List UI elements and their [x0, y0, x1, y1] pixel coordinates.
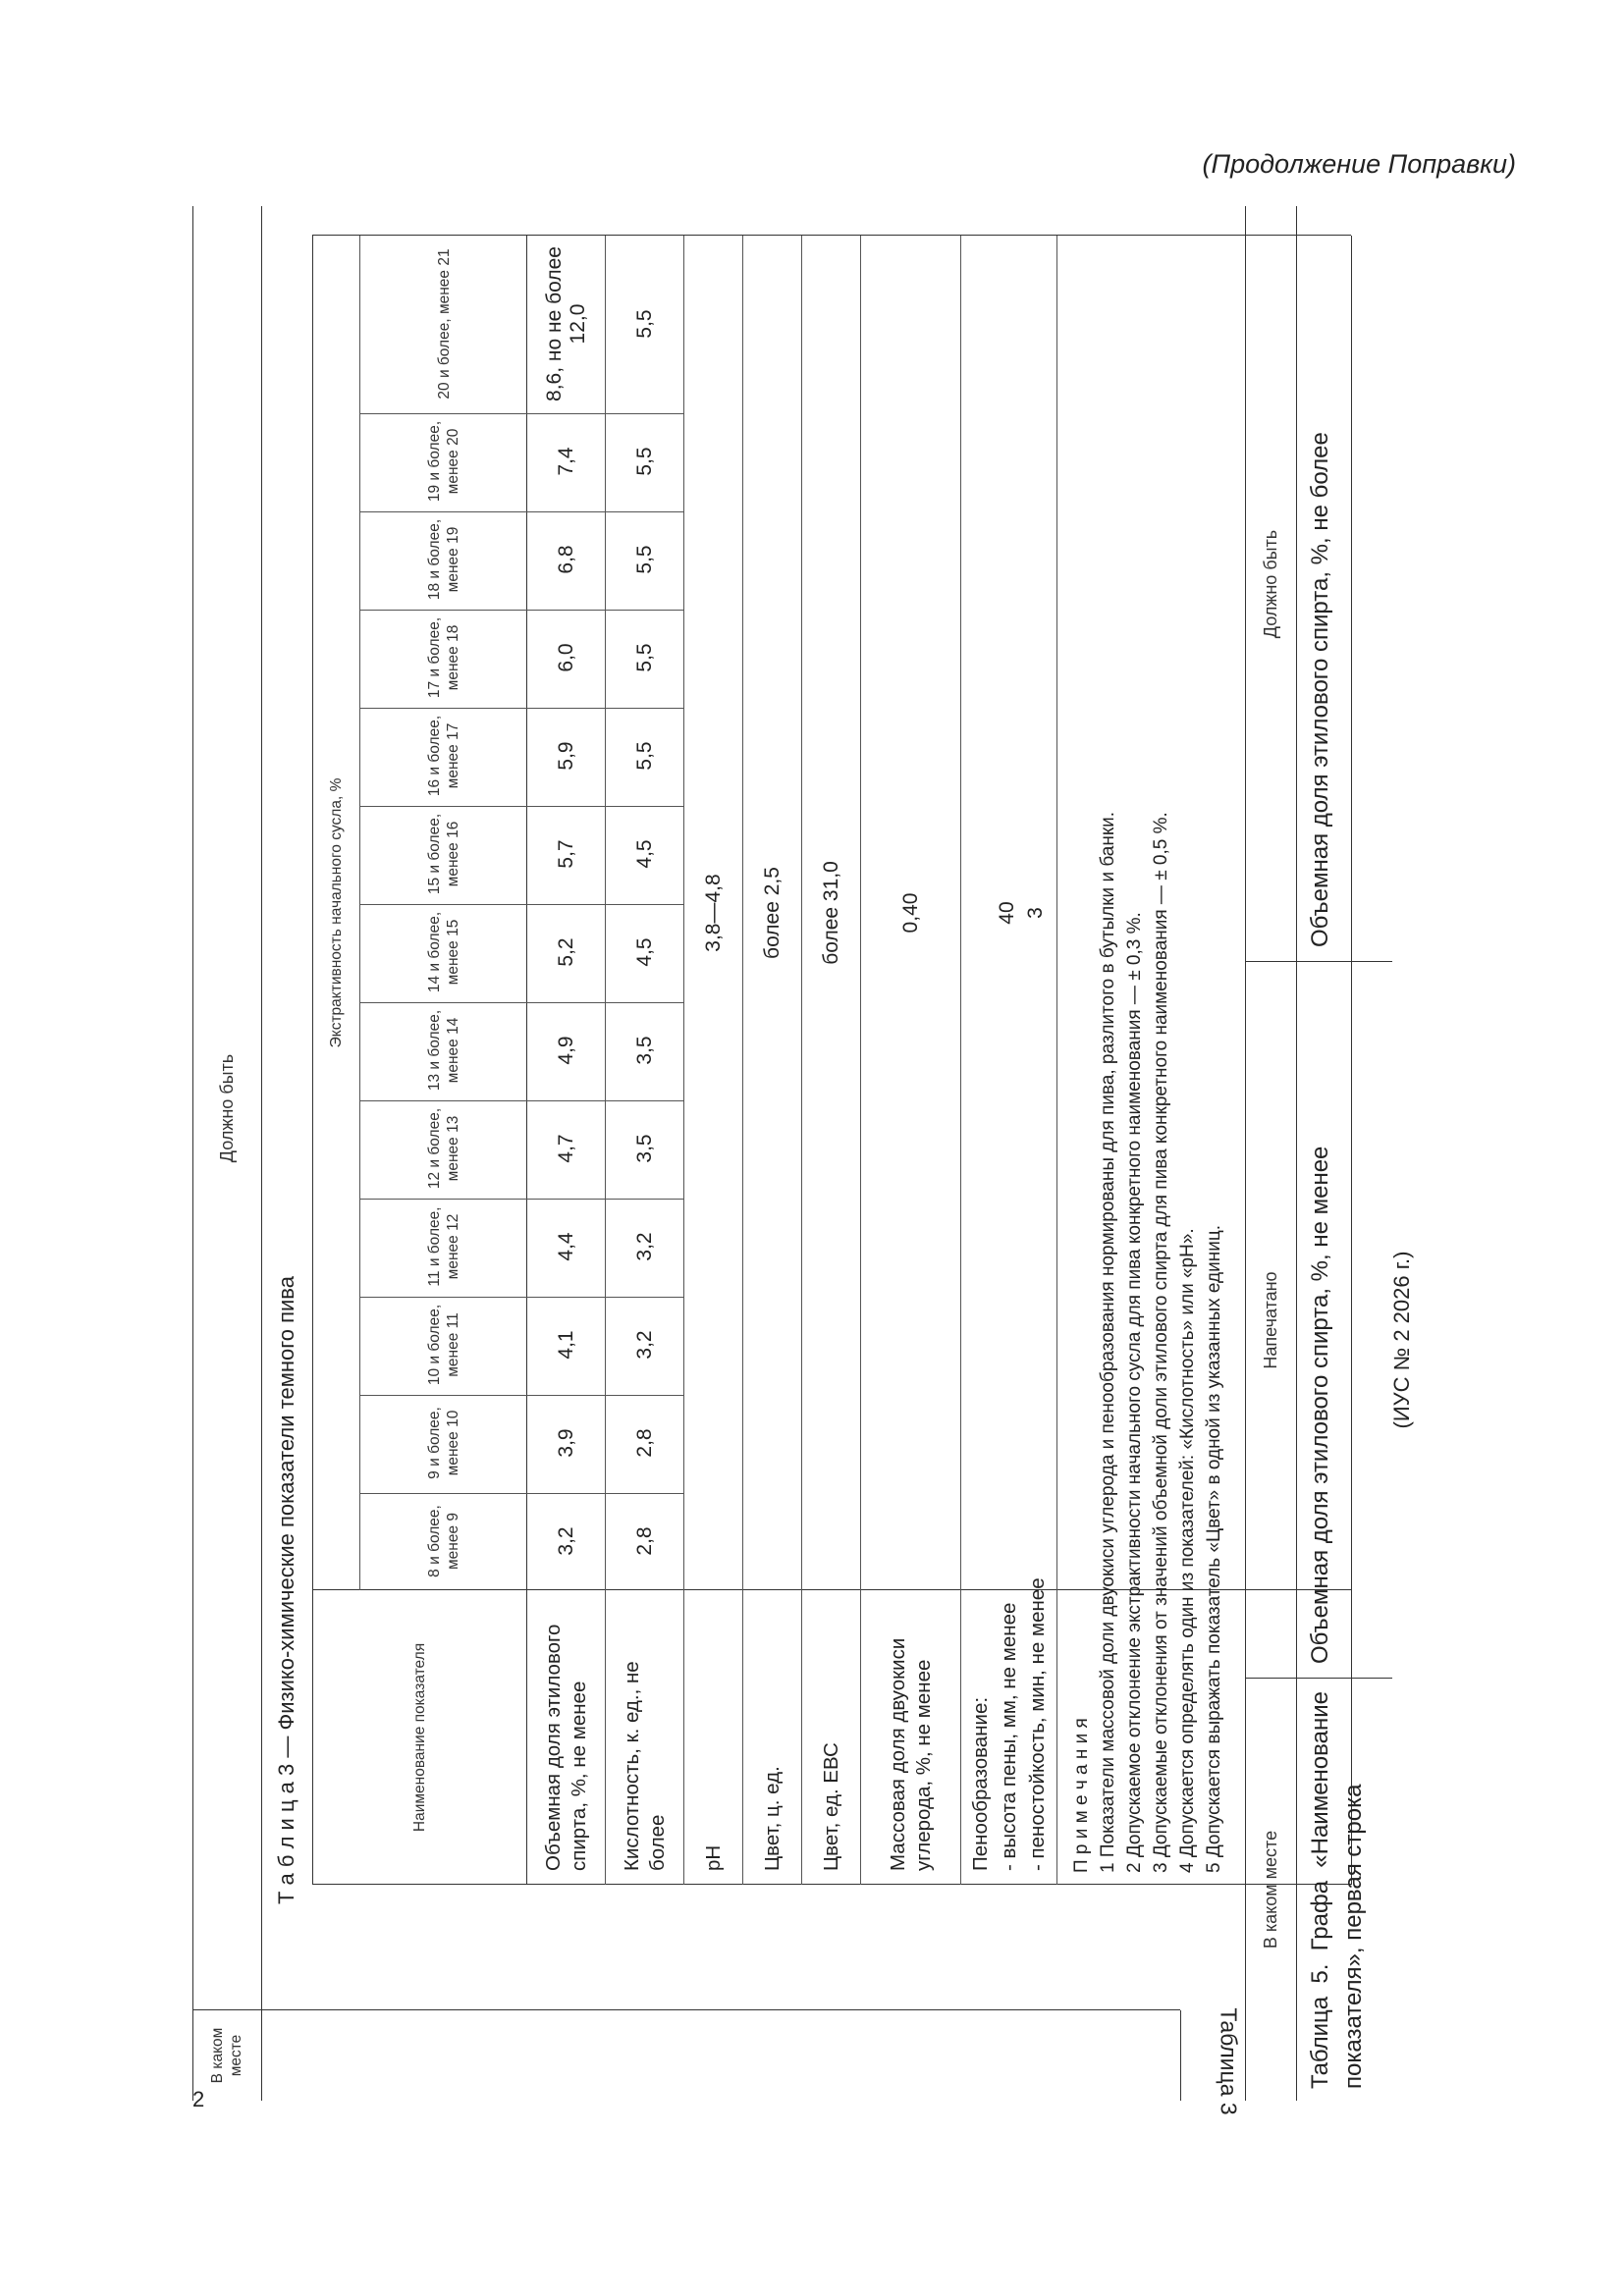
- extract-column-header: 18 и более, менее 19: [426, 518, 461, 601]
- alcohol-value: 3,9: [555, 1428, 577, 1458]
- should-be-header: Должно быть: [216, 1053, 237, 1163]
- acidity-value: 2,8: [633, 1428, 656, 1458]
- acidity-value: 5,5: [633, 741, 656, 771]
- row-name-color-cu: Цвет, ц. ед.: [761, 1766, 784, 1871]
- extract-column-header: 15 и более, менее 16: [426, 813, 461, 895]
- column-header-extract: Экстрактивность начального сусла, %: [327, 777, 345, 1048]
- extract-column-header: 20 и более, менее 21: [435, 248, 453, 400]
- column-header-name: Наименование показателя: [410, 1642, 428, 1833]
- acidity-value: 5,5: [633, 545, 656, 574]
- row-name-foam: Пенообразование: - высота пены, мм, не менее - пеностойкость, мин, не менее: [969, 1577, 1049, 1871]
- rule: [1180, 2010, 1181, 2101]
- where-header-2: В каком месте: [1260, 1830, 1280, 1949]
- acidity-value: 3,2: [633, 1232, 656, 1261]
- color-ebc-value: более 31,0: [820, 861, 842, 965]
- correction-2: [1245, 206, 1392, 2101]
- alcohol-value: 6,8: [555, 545, 577, 574]
- extract-column-header: 16 и более, менее 17: [426, 715, 461, 797]
- extract-column-header: 12 и более, менее 13: [426, 1107, 461, 1190]
- color-cu-value: более 2,5: [761, 867, 784, 959]
- should-be-header-2: Должно быть: [1260, 529, 1280, 639]
- acidity-value: 5,5: [633, 447, 656, 476]
- note-3: 3 Допускаемые отклонения от значений объемной доли этилового спирта для пива конкретного наименования — ± 0,5 %.: [1151, 812, 1171, 1873]
- table-border: [312, 1884, 1351, 1885]
- row-name-ph: pH: [702, 1844, 725, 1871]
- alcohol-value: 4,1: [555, 1330, 577, 1360]
- notes-title: П р и м е ч а н и я: [1071, 1718, 1092, 1873]
- acidity-value: 4,5: [633, 937, 656, 967]
- where-header: В каком месте: [209, 2027, 244, 2084]
- acidity-value: 3,5: [633, 1036, 656, 1065]
- page-number: 2: [192, 2087, 205, 2111]
- alcohol-value: 4,4: [555, 1232, 577, 1261]
- rotated-amendment-content: В каком месте Должно быть Т а б л и ц а 3 — Физико-химические показатели темного пива Наименование показателя Экстрактивность начального сусла, % 8 и более, менее 9 9 и более, менее 10 10 и более, менее 11 11 и более, менее 12 12 и более, менее 13 13 и более, менее 14 14 и более, менее 15 15 и более, менее 16 16 и более, менее 17 17 и более, менее 18 18 и более, менее 19 19 и более, менее 20 20 и более, менее 21 Объемная доля этилового спирта, %, не менее Кислотность, к. ед., не более pH Цвет, ц. ед. Цвет, ед. ЕВС Массовая доля двуокиси углерода, %, не менее Пенообразование: - высота пены, мм, не менее - пеностойкость, мин, не менее 3,2 2,8 3,9 2,8 4,1 3,2 4,4 3,2 4,7 3,5 4,9 3,5 5,2 4,5 5,7 4,5 5,9 5,5 6,0 5,5 6,8 5,5 7,4 5,5 8,6, но не более 12,0 5,5 3,8—4,8 более 2,5 более 31,0 0,40 40 3 П р и м е ч а н и я 1 Показатели массовой доли двуокиси углерода и пенообразования нормированы для пива, разлитого в бутылки и банки. 2 Допускаемое отклонение экстрактивности начального сусла для пива конкретного наименования — ± 0,3 %. 3 Допускаемые отклонения от значений объемной доли этилового спирта для пива конкретного наименования — ± 0,5 %. 4 Допускается определять один из показателей: «Кислотность» или «pH». 5 Допускается выражать показатель «Цвет» в одной из указанных единиц. Таблица 3: [192, 206, 1390, 2101]
- extract-column-header: 19 и более, менее 20: [426, 420, 461, 503]
- table-border: [359, 236, 360, 1590]
- extract-column-header: 14 и более, менее 15: [426, 911, 461, 993]
- alcohol-value: 5,2: [555, 937, 577, 967]
- alcohol-value: 4,9: [555, 1036, 577, 1065]
- note-4: 4 Допускается определять один из показателей: «Кислотность» или «pH».: [1177, 1228, 1198, 1873]
- extract-column-header: 8 и более, менее 9: [426, 1505, 461, 1577]
- alcohol-value: 7,4: [555, 447, 577, 476]
- row-name-alcohol: Объемная доля этилового спирта, %, не менее: [542, 1624, 590, 1871]
- acidity-value: 4,5: [633, 839, 656, 869]
- acidity-value: 3,2: [633, 1330, 656, 1360]
- correction-2-where: Таблица 5. Графа «Наименование показателя», первая строка: [1307, 1691, 1367, 2089]
- notes-block: [1068, 812, 1227, 1873]
- acidity-value: 2,8: [633, 1526, 656, 1556]
- alcohol-value: 8,6, но не более 12,0: [543, 246, 589, 401]
- extract-column-header: 10 и более, менее 11: [426, 1304, 461, 1386]
- correction-2-should-be: Объемная доля этилового спирта, %, не более: [1307, 432, 1333, 947]
- acidity-value: 5,5: [633, 643, 656, 672]
- alcohol-value: 5,9: [555, 741, 577, 771]
- extract-column-header: 11 и более, менее 12: [426, 1206, 461, 1287]
- acidity-value: 5,5: [633, 309, 656, 339]
- co2-value: 0,40: [899, 892, 922, 934]
- note-5: 5 Допускается выражать показатель «Цвет» в одной из указанных единиц.: [1204, 1224, 1224, 1873]
- extract-column-header: 13 и более, менее 14: [426, 1009, 461, 1092]
- extract-column-header: 17 и более, менее 18: [426, 616, 461, 699]
- alcohol-value: 4,7: [555, 1134, 577, 1163]
- row-name-co2: Массовая доля двуокиси углерода, %, не менее: [887, 1637, 935, 1871]
- rule: [192, 2009, 1180, 2010]
- note-1: 1 Показатели массовой доли двуокиси углерода и пенообразования нормированы для пива, разлитого в бутылки и банки.: [1098, 811, 1118, 1873]
- rule: [261, 206, 262, 2101]
- table-border: [526, 236, 527, 1885]
- note-2: 2 Допускаемое отклонение экстрактивности начального сусла для пива конкретного наименования — ± 0,3 %.: [1124, 912, 1145, 1873]
- foam-stability-value: 3: [1024, 907, 1047, 919]
- printed-header: Напечатано: [1260, 1271, 1280, 1369]
- alcohol-value: 6,0: [555, 643, 577, 672]
- alcohol-value: 3,2: [555, 1526, 577, 1556]
- acidity-value: 3,5: [633, 1134, 656, 1163]
- ph-value: 3,8—4,8: [702, 874, 725, 952]
- row-name-color-ebc: Цвет, ед. ЕВС: [820, 1742, 842, 1871]
- extract-column-header: 9 и более, менее 10: [426, 1407, 461, 1479]
- row-name-acidity: Кислотность, к. ед., не более: [621, 1661, 669, 1871]
- table-caption: Т а б л и ц а 3 — Физико-химические показатели темного пива: [274, 1276, 298, 1904]
- alcohol-value: 5,7: [555, 839, 577, 869]
- foam-height-value: 40: [996, 901, 1018, 925]
- continuation-note: (Продолжение Поправки): [1202, 149, 1516, 179]
- correction-2-printed: Объемная доля этилового спирта, %, не менее: [1307, 1146, 1333, 1664]
